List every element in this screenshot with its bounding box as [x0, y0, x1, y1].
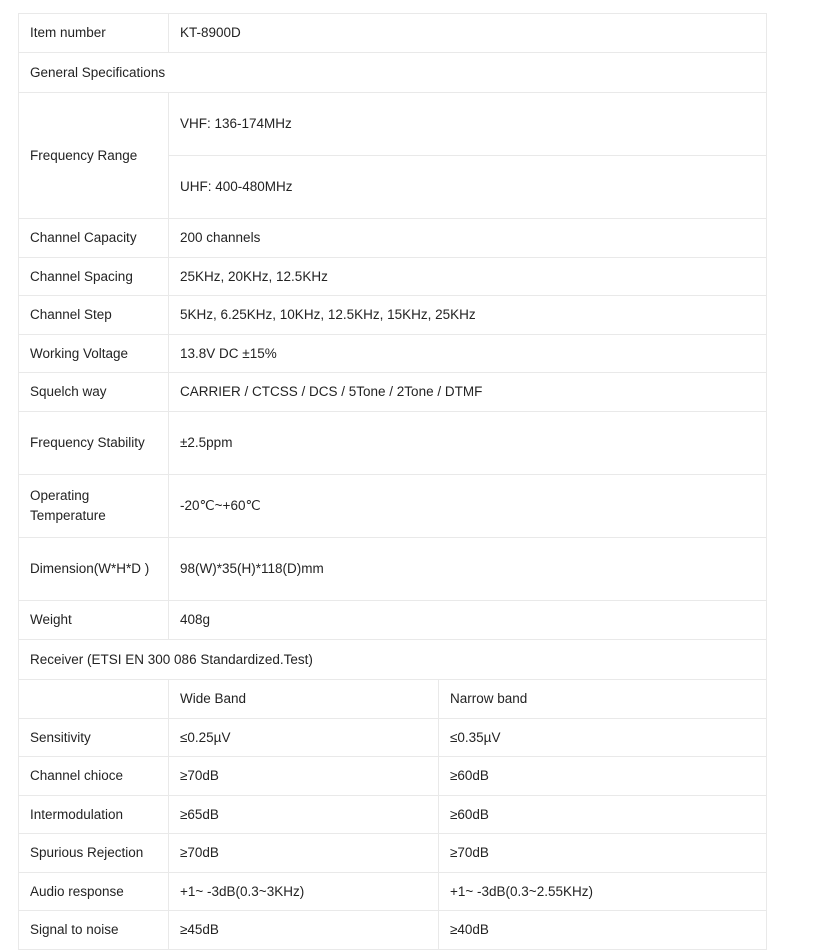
row-value: 200 channels [169, 219, 767, 258]
row-value-wide: ≥65dB [169, 795, 439, 834]
table-row [19, 600, 767, 639]
row-value: ±2.5ppm [169, 411, 767, 474]
row-value: 5KHz, 6.25KHz, 10KHz, 12.5KHz, 15KHz, 25KHz [169, 296, 767, 335]
document-page [0, 13, 814, 938]
row-value-wide: ≤0.25µV [169, 718, 439, 757]
row-value: VHF: 136-174MHz [169, 93, 767, 156]
table-row [19, 911, 767, 950]
row-label: Weight [19, 600, 169, 639]
row-value: CARRIER / CTCSS / DCS / 5Tone / 2Tone / DTMF [169, 373, 767, 412]
row-label: Squelch way [19, 373, 169, 412]
table-row [19, 718, 767, 757]
row-label: Channel Step [19, 296, 169, 335]
row-label: Channel Capacity [19, 219, 169, 258]
row-label: Working Voltage [19, 334, 169, 373]
row-value-narrow: +1~ -3dB(0.3~2.55KHz) [439, 872, 767, 911]
row-value-narrow: ≥70dB [439, 834, 767, 873]
row-label: Channel chioce [19, 757, 169, 796]
table-row [19, 93, 767, 156]
row-value-wide: ≥45dB [169, 911, 439, 950]
table-row [19, 52, 767, 93]
table-row [19, 219, 767, 258]
row-label: Signal to noise [19, 911, 169, 950]
table-row [19, 872, 767, 911]
table-row [19, 474, 767, 537]
row-value: 408g [169, 600, 767, 639]
table-row [19, 834, 767, 873]
row-label: Channel Spacing [19, 257, 169, 296]
row-value: 25KHz, 20KHz, 12.5KHz [169, 257, 767, 296]
row-label: Dimension(W*H*D ) [19, 537, 169, 600]
section-header: General Specifications [19, 52, 767, 93]
table-row [19, 639, 767, 680]
row-value: 98(W)*35(H)*118(D)mm [169, 537, 767, 600]
table-row [19, 537, 767, 600]
row-label: Frequency Stability [19, 411, 169, 474]
row-value: 13.8V DC ±15% [169, 334, 767, 373]
table-row [19, 296, 767, 335]
row-value-wide: +1~ -3dB(0.3~3KHz) [169, 872, 439, 911]
row-value-narrow: ≥60dB [439, 795, 767, 834]
specification-table [18, 13, 767, 950]
row-label: Operating Temperature [19, 474, 169, 537]
table-row [19, 14, 767, 53]
row-label [19, 680, 169, 719]
table-row [19, 257, 767, 296]
row-label: Audio response [19, 872, 169, 911]
row-value: -20℃~+60℃ [169, 474, 767, 537]
column-header-narrow-band: Narrow band [439, 680, 767, 719]
section-header: Receiver (ETSI EN 300 086 Standardized.Test) [19, 639, 767, 680]
table-row [19, 373, 767, 412]
row-value-narrow: ≥60dB [439, 757, 767, 796]
row-value: KT-8900D [169, 14, 767, 53]
column-header-wide-band: Wide Band [169, 680, 439, 719]
row-label: Frequency Range [19, 93, 169, 219]
row-value-narrow: ≥40dB [439, 911, 767, 950]
table-row [19, 411, 767, 474]
row-label: Item number [19, 14, 169, 53]
row-label: Intermodulation [19, 795, 169, 834]
row-value-wide: ≥70dB [169, 834, 439, 873]
row-label: Spurious Rejection [19, 834, 169, 873]
row-label: Sensitivity [19, 718, 169, 757]
table-row [19, 757, 767, 796]
table-row [19, 334, 767, 373]
row-value-wide: ≥70dB [169, 757, 439, 796]
table-row [19, 795, 767, 834]
row-value-narrow: ≤0.35µV [439, 718, 767, 757]
table-row [19, 680, 767, 719]
row-value: UHF: 400-480MHz [169, 156, 767, 219]
